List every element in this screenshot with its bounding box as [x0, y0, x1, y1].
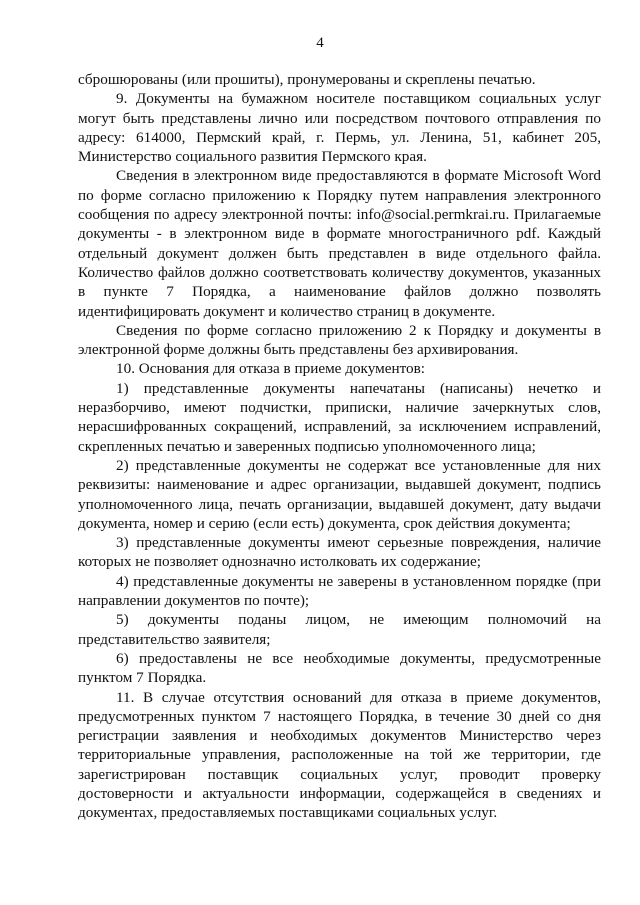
page-number: 4: [316, 35, 324, 51]
paragraph-refusal-reason-5: 5) документы поданы лицом, не имеющим полномочий на представительство заявителя;: [78, 611, 601, 648]
paragraph-electronic-info: Сведения в электронном виде предоставляются в формате Microsoft Word по форме согласно приложению к Порядку путем направления электронного сообщения по адресу электронной почты: info@social.permkrai.ru. Прилагаемые документы - в электронном виде в формате многостраничного pdf. Каждый отдельный документ должен быть представлен в виде отдельного файла. Количество файлов должно соответствовать количеству документов, указанных в пункте 7 Порядка, а наименование файлов должно позволять идентифицировать документ и количество страниц в документе.: [78, 167, 601, 320]
document-body: [78, 70, 601, 823]
paragraph-refusal-reason-2: 2) представленные документы не содержат все установленные для них реквизиты: наименование и адрес организации, выдавшей документ, подпись уполномоченного лица, печать организации, выдавшей документ, дату выдачи документа, номер и серию (если есть) документа, срок действия документа;: [78, 456, 601, 532]
paragraph-item-9: 9. Документы на бумажном носителе поставщиком социальных услуг могут быть представлены лично или посредством почтового отправления по адресу: 614000, Пермский край, г. Пермь, ул. Ленина, 51, кабинет 205, Министерство социального развития Пермского края.: [78, 90, 601, 166]
paragraph-continuation: сброшюрованы (или прошиты), пронумерованы и скреплены печатью.: [78, 71, 536, 88]
paragraph-refusal-reason-6: 6) предоставлены не все необходимые документы, предусмотренные пунктом 7 Порядка.: [78, 649, 601, 687]
paragraph-no-archiving: Сведения по форме согласно приложению 2 к Порядку и документы в электронной форме должны быть представлены без архивирования.: [78, 321, 601, 359]
paragraph-refusal-reason-3: 3) представленные документы имеют серьезные повреждения, наличие которых не позволяет однозначно истолковать их содержание;: [78, 534, 601, 571]
paragraph-item-11: 11. В случае отсутствия оснований для отказа в приеме документов, предусмотренных пунктом 7 настоящего Порядка, в течение 30 дней со дня регистрации заявления и необходимых документов Министерство через территориальные управления, расположенные на той же территории, где зарегистрирован поставщик социальных услуг, проводит проверку достоверности и актуальности информации, содержащейся в сведениях и документах, предоставляемых поставщиками социальных услуг.: [78, 688, 601, 822]
paragraph-refusal-reason-4: 4) представленные документы не заверены в установленном порядке (при направлении документов по почте);: [78, 572, 601, 610]
paragraph-item-10-heading: 10. Основания для отказа в приеме документов:: [116, 360, 425, 378]
paragraph-refusal-reason-1: 1) представленные документы напечатаны (написаны) нечетко и неразборчиво, имеют подчистки, приписки, наличие зачеркнутых слов, нерасшифрованных сокращений, исправлений, за исключением исправлений, скрепленных печатью и заверенных подписью уполномоченного лица;: [78, 379, 601, 455]
